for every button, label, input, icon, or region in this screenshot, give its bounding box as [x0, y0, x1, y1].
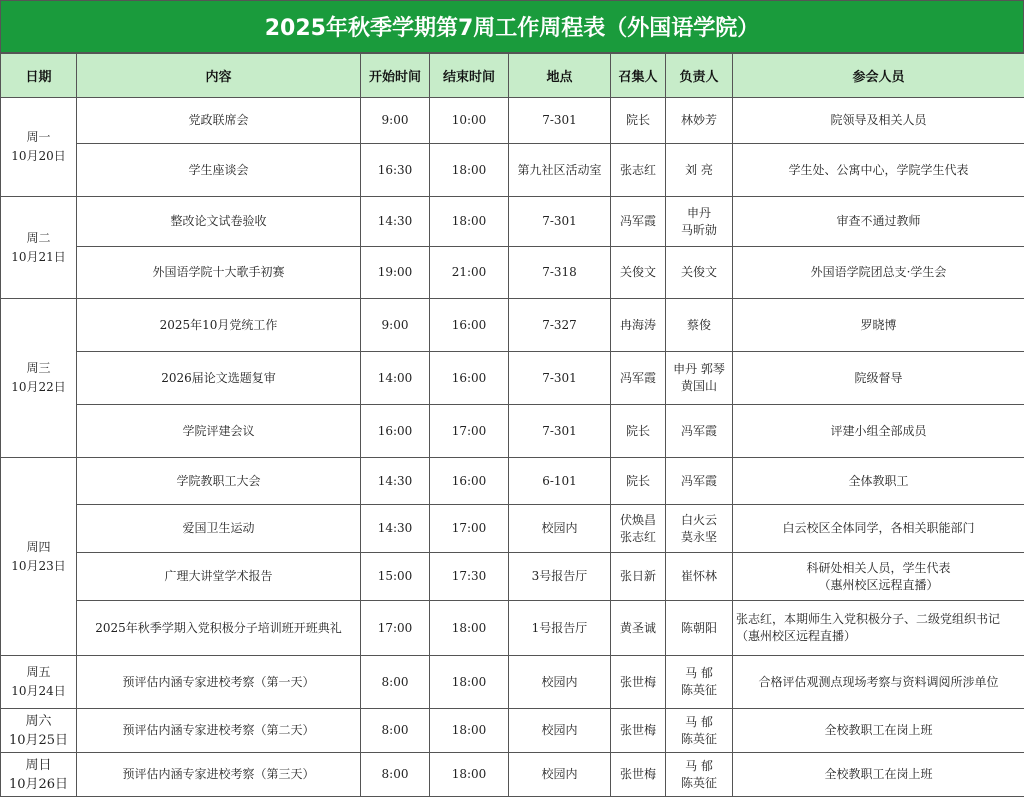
text-line: 冉海涛: [614, 317, 662, 334]
header-owner: 负责人: [666, 54, 733, 98]
owner-cell: [666, 98, 733, 144]
location-cell: [509, 709, 611, 753]
table-row: [1, 656, 1024, 709]
text-line: 14:30: [364, 520, 426, 537]
convener-cell: [611, 197, 666, 247]
weekday-label: 周二: [4, 229, 73, 248]
schedule-body: [1, 98, 1024, 797]
location-cell: [509, 405, 611, 458]
attendees-cell: [733, 505, 1024, 553]
end-time-cell: [430, 247, 509, 299]
location-cell: [509, 247, 611, 299]
text-line: 广理大讲堂学术报告: [80, 568, 357, 585]
event-content-cell: [77, 458, 361, 505]
text-line: 张志红: [614, 162, 662, 179]
attendees-cell: [733, 553, 1024, 601]
text-line: 8:00: [364, 766, 426, 783]
text-line: 关俊文: [669, 264, 729, 281]
owner-cell: [666, 753, 733, 797]
event-content-cell: [77, 98, 361, 144]
text-line: 外国语学院团总支·学生会: [736, 264, 1021, 281]
text-line: 19:00: [364, 264, 426, 281]
text-line: 16:00: [433, 317, 505, 334]
text-line: 马昕勍: [669, 222, 729, 239]
location-cell: [509, 505, 611, 553]
start-time-cell: [361, 405, 430, 458]
text-line: 校园内: [512, 520, 607, 537]
text-line: 张世梅: [614, 674, 662, 691]
text-line: 院长: [614, 112, 662, 129]
weekday-label: 周一: [4, 128, 73, 147]
table-row: [1, 98, 1024, 144]
owner-cell: [666, 197, 733, 247]
text-line: 校园内: [512, 674, 607, 691]
text-line: 林妙芳: [669, 112, 729, 129]
text-line: 预评估内涵专家进校考察（第一天）: [80, 674, 357, 691]
owner-cell: [666, 656, 733, 709]
attendees-cell: [733, 299, 1024, 352]
day-cell: [1, 98, 77, 197]
text-line: 10:00: [433, 112, 505, 129]
start-time-cell: [361, 197, 430, 247]
text-line: 8:00: [364, 674, 426, 691]
text-line: 16:00: [433, 473, 505, 490]
location-cell: [509, 656, 611, 709]
text-line: 马 郁: [669, 758, 729, 775]
owner-cell: [666, 352, 733, 405]
start-time-cell: [361, 709, 430, 753]
text-line: 审查不通过教师: [736, 213, 1021, 230]
owner-cell: [666, 458, 733, 505]
text-line: 伏焕昌: [614, 512, 662, 529]
owner-cell: [666, 505, 733, 553]
owner-cell: [666, 405, 733, 458]
text-line: 张日新: [614, 568, 662, 585]
text-line: 全校教职工在岗上班: [736, 722, 1021, 739]
text-line: 刘 亮: [669, 162, 729, 179]
text-line: 全校教职工在岗上班: [736, 766, 1021, 783]
location-cell: [509, 753, 611, 797]
text-line: 合格评估观测点现场考察与资料调阅所涉单位: [736, 674, 1021, 691]
text-line: 院长: [614, 423, 662, 440]
text-line: 张世梅: [614, 766, 662, 783]
convener-cell: [611, 144, 666, 197]
text-line: 14:30: [364, 473, 426, 490]
page-title: 2025年秋季学期第7周工作周程表（外国语学院）: [0, 0, 1024, 53]
header-attendees: 参会人员: [733, 54, 1024, 98]
text-line: 莫永坚: [669, 529, 729, 546]
attendees-cell: [733, 458, 1024, 505]
owner-cell: [666, 601, 733, 656]
event-content-cell: [77, 405, 361, 458]
end-time-cell: [430, 299, 509, 352]
text-line: 申丹: [669, 205, 729, 222]
owner-cell: [666, 709, 733, 753]
event-content-cell: [77, 505, 361, 553]
text-line: 18:00: [433, 766, 505, 783]
text-line: 学生处、公寓中心，学院学生代表: [736, 162, 1021, 179]
text-line: 16:00: [433, 370, 505, 387]
end-time-cell: [430, 505, 509, 553]
location-cell: [509, 144, 611, 197]
start-time-cell: [361, 352, 430, 405]
event-content-cell: [77, 197, 361, 247]
table-row: [1, 352, 1024, 405]
convener-cell: [611, 458, 666, 505]
date-label: 10月21日: [4, 248, 73, 267]
event-content-cell: [77, 247, 361, 299]
text-line: 1号报告厅: [512, 620, 607, 637]
end-time-cell: [430, 405, 509, 458]
start-time-cell: [361, 505, 430, 553]
day-cell: [1, 197, 77, 299]
convener-cell: [611, 247, 666, 299]
text-line: 陈朝阳: [669, 620, 729, 637]
date-label: 10月25日: [4, 731, 73, 750]
location-cell: [509, 553, 611, 601]
text-line: 学生座谈会: [80, 162, 357, 179]
header-start-time: 开始时间: [361, 54, 430, 98]
event-content-cell: [77, 352, 361, 405]
text-line: 预评估内涵专家进校考察（第三天）: [80, 766, 357, 783]
table-row: [1, 299, 1024, 352]
day-cell: [1, 753, 77, 797]
text-line: 第九社区活动室: [512, 162, 607, 179]
text-line: 17:00: [433, 520, 505, 537]
schedule-table: [0, 53, 1024, 797]
start-time-cell: [361, 144, 430, 197]
text-line: 2025年10月党统工作: [80, 317, 357, 334]
text-line: 整改论文试卷验收: [80, 213, 357, 230]
text-line: 关俊文: [614, 264, 662, 281]
text-line: 冯军霞: [669, 423, 729, 440]
text-line: 7-318: [512, 264, 607, 281]
text-line: 17:30: [433, 568, 505, 585]
attendees-cell: [733, 247, 1024, 299]
weekday-label: 周三: [4, 359, 73, 378]
end-time-cell: [430, 144, 509, 197]
event-content-cell: [77, 299, 361, 352]
start-time-cell: [361, 458, 430, 505]
table-row: [1, 753, 1024, 797]
start-time-cell: [361, 98, 430, 144]
text-line: 7-301: [512, 112, 607, 129]
text-line: 院长: [614, 473, 662, 490]
convener-cell: [611, 405, 666, 458]
text-line: 16:00: [364, 423, 426, 440]
table-row: [1, 405, 1024, 458]
text-line: 学院评建会议: [80, 423, 357, 440]
weekday-label: 周五: [4, 663, 73, 682]
table-row: [1, 553, 1024, 601]
location-cell: [509, 197, 611, 247]
text-line: 蔡俊: [669, 317, 729, 334]
text-line: 冯军霞: [614, 370, 662, 387]
attendees-cell: [733, 98, 1024, 144]
table-row: [1, 247, 1024, 299]
header-convener: 召集人: [611, 54, 666, 98]
text-line: 校园内: [512, 722, 607, 739]
header-date: 日期: [1, 54, 77, 98]
text-line: 冯军霞: [669, 473, 729, 490]
event-content-cell: [77, 144, 361, 197]
end-time-cell: [430, 753, 509, 797]
text-line: 爱国卫生运动: [80, 520, 357, 537]
location-cell: [509, 299, 611, 352]
text-line: 8:00: [364, 722, 426, 739]
day-cell: [1, 656, 77, 709]
text-line: （惠州校区远程直播）: [736, 577, 1021, 594]
weekday-label: 周四: [4, 538, 73, 557]
text-line: 陈英征: [669, 682, 729, 699]
header-end-time: 结束时间: [430, 54, 509, 98]
convener-cell: [611, 656, 666, 709]
text-line: 白云校区全体同学，各相关职能部门: [736, 520, 1021, 537]
location-cell: [509, 98, 611, 144]
text-line: 陈英征: [669, 775, 729, 792]
convener-cell: [611, 352, 666, 405]
text-line: 18:00: [433, 162, 505, 179]
owner-cell: [666, 299, 733, 352]
text-line: 2025年秋季学期入党积极分子培训班开班典礼: [80, 620, 357, 637]
convener-cell: [611, 709, 666, 753]
text-line: 2026届论文选题复审: [80, 370, 357, 387]
text-line: 陈英征: [669, 731, 729, 748]
date-label: 10月23日: [4, 557, 73, 576]
attendees-cell: [733, 709, 1024, 753]
text-line: 院领导及相关人员: [736, 112, 1021, 129]
text-line: 6-101: [512, 473, 607, 490]
attendees-cell: [733, 405, 1024, 458]
convener-cell: [611, 601, 666, 656]
start-time-cell: [361, 601, 430, 656]
attendees-cell: [733, 753, 1024, 797]
day-cell: [1, 709, 77, 753]
convener-cell: [611, 299, 666, 352]
attendees-cell: [733, 352, 1024, 405]
convener-cell: [611, 553, 666, 601]
text-line: 黄圣诚: [614, 620, 662, 637]
attendees-cell: [733, 197, 1024, 247]
text-line: 外国语学院十大歌手初赛: [80, 264, 357, 281]
location-cell: [509, 352, 611, 405]
text-line: 18:00: [433, 213, 505, 230]
text-line: 17:00: [433, 423, 505, 440]
text-line: 18:00: [433, 722, 505, 739]
weekday-label: 周六: [4, 712, 73, 731]
convener-cell: [611, 753, 666, 797]
attendees-cell: [733, 656, 1024, 709]
end-time-cell: [430, 553, 509, 601]
event-content-cell: [77, 753, 361, 797]
end-time-cell: [430, 352, 509, 405]
end-time-cell: [430, 197, 509, 247]
text-line: 9:00: [364, 112, 426, 129]
event-content-cell: [77, 709, 361, 753]
text-line: （惠州校区远程直播）: [736, 628, 1021, 645]
end-time-cell: [430, 601, 509, 656]
event-content-cell: [77, 656, 361, 709]
start-time-cell: [361, 553, 430, 601]
end-time-cell: [430, 458, 509, 505]
table-row: [1, 601, 1024, 656]
end-time-cell: [430, 98, 509, 144]
text-line: 9:00: [364, 317, 426, 334]
start-time-cell: [361, 656, 430, 709]
date-label: 10月24日: [4, 682, 73, 701]
start-time-cell: [361, 247, 430, 299]
end-time-cell: [430, 709, 509, 753]
owner-cell: [666, 247, 733, 299]
text-line: 3号报告厅: [512, 568, 607, 585]
text-line: 7-327: [512, 317, 607, 334]
text-line: 学院教职工大会: [80, 473, 357, 490]
text-line: 21:00: [433, 264, 505, 281]
start-time-cell: [361, 299, 430, 352]
text-line: 张志红，本期师生入党积极分子、二级党组织书记: [736, 611, 1021, 628]
text-line: 张世梅: [614, 722, 662, 739]
text-line: 黄国山: [669, 378, 729, 395]
event-content-cell: [77, 553, 361, 601]
text-line: 15:00: [364, 568, 426, 585]
text-line: 申丹 郭琴: [669, 361, 729, 378]
text-line: 院级督导: [736, 370, 1021, 387]
end-time-cell: [430, 656, 509, 709]
text-line: 党政联席会: [80, 112, 357, 129]
table-row: [1, 505, 1024, 553]
day-cell: [1, 299, 77, 458]
text-line: 马 郁: [669, 665, 729, 682]
table-row: [1, 197, 1024, 247]
date-label: 10月26日: [4, 775, 73, 794]
text-line: 7-301: [512, 370, 607, 387]
convener-cell: [611, 98, 666, 144]
day-cell: [1, 458, 77, 656]
table-row: [1, 144, 1024, 197]
text-line: 17:00: [364, 620, 426, 637]
text-line: 马 郁: [669, 714, 729, 731]
text-line: 科研处相关人员，学生代表: [736, 560, 1021, 577]
text-line: 校园内: [512, 766, 607, 783]
weekday-label: 周日: [4, 756, 73, 775]
text-line: 崔怀林: [669, 568, 729, 585]
owner-cell: [666, 553, 733, 601]
text-line: 冯军霞: [614, 213, 662, 230]
location-cell: [509, 601, 611, 656]
text-line: 罗晓博: [736, 317, 1021, 334]
text-line: 7-301: [512, 213, 607, 230]
table-row: [1, 709, 1024, 753]
text-line: 16:30: [364, 162, 426, 179]
start-time-cell: [361, 753, 430, 797]
text-line: 白火云: [669, 512, 729, 529]
text-line: 14:00: [364, 370, 426, 387]
header-row: [1, 54, 1024, 98]
text-line: 18:00: [433, 674, 505, 691]
location-cell: [509, 458, 611, 505]
text-line: 预评估内涵专家进校考察（第二天）: [80, 722, 357, 739]
text-line: 张志红: [614, 529, 662, 546]
attendees-cell: [733, 601, 1024, 656]
header-content: 内容: [77, 54, 361, 98]
convener-cell: [611, 505, 666, 553]
text-line: 全体教职工: [736, 473, 1021, 490]
date-label: 10月22日: [4, 378, 73, 397]
attendees-cell: [733, 144, 1024, 197]
header-location: 地点: [509, 54, 611, 98]
table-row: [1, 458, 1024, 505]
text-line: 7-301: [512, 423, 607, 440]
text-line: 14:30: [364, 213, 426, 230]
text-line: 评建小组全部成员: [736, 423, 1021, 440]
text-line: 18:00: [433, 620, 505, 637]
owner-cell: [666, 144, 733, 197]
event-content-cell: [77, 601, 361, 656]
date-label: 10月20日: [4, 147, 73, 166]
